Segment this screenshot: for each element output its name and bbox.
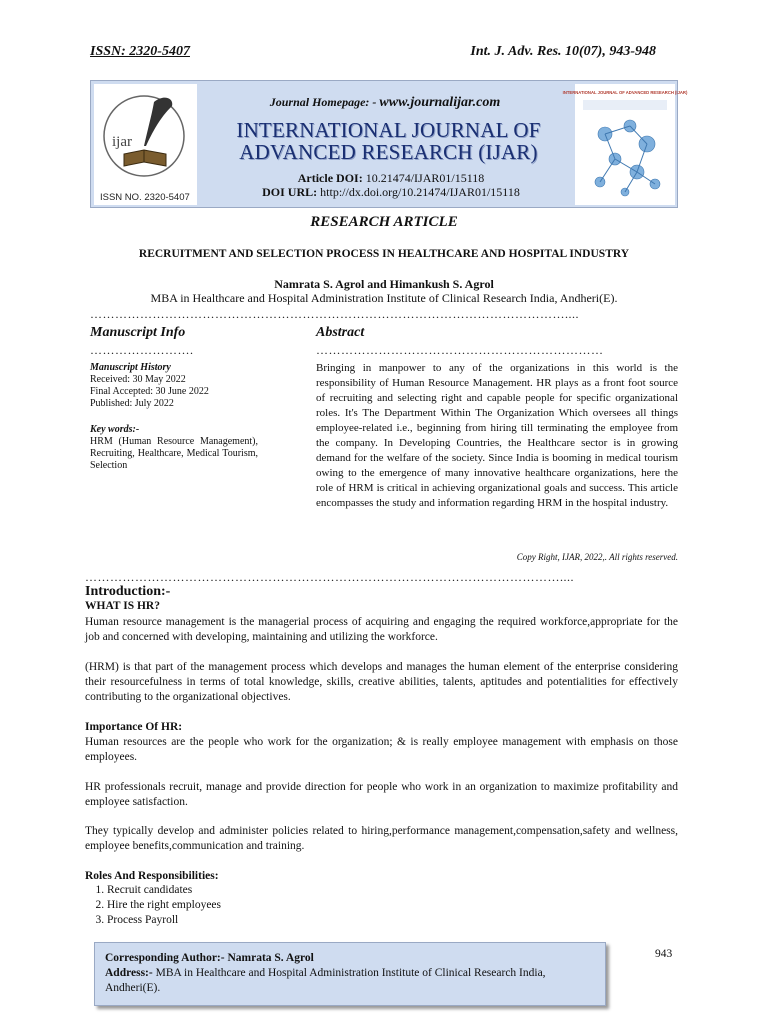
article-authors: Namrata S. Agrol and Himankush S. Agrol	[274, 277, 494, 291]
keywords: HRM (Human Resource Management), Recruiting, Healthcare, Medical Tourism, Selection	[90, 436, 258, 471]
paragraph-2: (HRM) is that part of the management process which develops and manages the human element of the enterprise considering their resourcefulness in terms of total knowledge, skills, creative abilities, talents, aptitudes and potentialities for effectively contributing to the organizational objectives.	[85, 661, 678, 703]
published-date: Published: July 2022	[90, 398, 174, 409]
paragraph-5: They typically develop and administer policies related to hiring,performance management,compensation,safety and wellness, employee benefits,communication and training.	[85, 825, 678, 852]
introduction-heading: Introduction:-	[85, 584, 171, 599]
roles-heading: Roles And Responsibilities:	[85, 870, 219, 882]
homepage-url[interactable]: www.journalijar.com	[379, 95, 501, 110]
logo-text: ijar	[112, 134, 132, 150]
separator-top: ……………………………………………………………………………………………………....	[90, 307, 579, 321]
doi-url-value[interactable]: http://dx.doi.org/10.21474/IJAR01/15118	[320, 185, 520, 199]
homepage-label: Journal Homepage: -	[269, 95, 380, 109]
accepted-date: Final Accepted: 30 June 2022	[90, 386, 209, 397]
importance-heading: Importance Of HR:	[85, 721, 183, 733]
logo-issn: ISSN NO. 2320-5407	[100, 192, 190, 203]
doi-block	[201, 171, 581, 199]
paragraph-3: Human resources are the people who work for the organization; & is really employee management with emphasis on those employees.	[85, 736, 678, 763]
separator-bottom: ……………………………………………………………………………………………………....	[85, 570, 574, 584]
corresponding-author-box	[94, 942, 606, 1006]
abstract-text: Bringing in manpower to any of the organizations in this world is the responsibility of Human Resource Management. HR plays as a front foot source of recruiting and selecting right and capable people for specific organizational roles. It's The Department Within The Organization Which oversees all things employee-related i.e., beginning from hiring till terminating the employee from the company. In Developing Countries, the Healthcare sector is in growing demand for the welfare of the society. Since India is booming in medical tourism owing to the emergence of many innovative healthcare organizations, here the role of HRM is critical in achieving organizational goals and success. This article encompasses the study and information regarding HRM in the hospital industry.	[316, 362, 678, 509]
journal-title-line2: ADVANCED RESEARCH (IJAR)	[239, 140, 538, 164]
paragraph-1: Human resource management is the managerial process of acquiring and engaging the required workforce,appropriate for the job and concerned with developing, maintaining and utilizing the workforce.	[85, 616, 678, 643]
citation-text: Int. J. Adv. Res. 10(07), 943-948	[470, 44, 656, 59]
separator-right: ……………………………………………………………	[316, 343, 604, 357]
doi-label: Article DOI:	[297, 171, 363, 185]
page-number: 943	[655, 948, 673, 960]
article-affiliation: MBA in Healthcare and Hospital Administration Institute of Clinical Research India, Andheri(E).	[150, 291, 618, 305]
list-item: 3. Process Payroll	[107, 913, 678, 928]
corresponding-author: Corresponding Author:- Namrata S. Agrol	[105, 952, 314, 964]
issn-text: ISSN: 2320-5407	[90, 44, 190, 59]
article-title: RECRUITMENT AND SELECTION PROCESS IN HEALTHCARE AND HOSPITAL INDUSTRY	[138, 248, 630, 260]
journal-title	[211, 119, 566, 163]
address-label: Address:-	[105, 967, 153, 979]
corresponding-address	[105, 966, 595, 996]
address-text: MBA in Healthcare and Hospital Administration Institute of Clinical Research India, Andheri(E).	[105, 967, 546, 994]
molecule-cover-icon	[562, 84, 688, 205]
separator-left: …………………….	[90, 343, 194, 357]
doi-url-label: DOI URL:	[262, 185, 318, 199]
history-heading: Manuscript History	[90, 362, 171, 373]
article-type: RESEARCH ARTICLE	[310, 214, 458, 230]
journal-title-line1: INTERNATIONAL JOURNAL OF	[236, 118, 541, 142]
list-item: 1. Recruit candidates	[107, 883, 678, 898]
paragraph-4: HR professionals recruit, manage and provide direction for people who work in an organization to maximize profitability and employee satisfaction.	[85, 781, 678, 808]
list-item: 2. Hire the right employees	[107, 898, 678, 913]
roles-list-container	[85, 883, 678, 928]
abstract-heading: Abstract	[316, 325, 365, 340]
journal-masthead	[90, 80, 688, 208]
manuscript-info-heading: Manuscript Info	[90, 325, 186, 340]
journal-cover	[562, 84, 688, 205]
what-is-hr-heading: WHAT IS HR?	[85, 600, 160, 612]
copyright: Copy Right, IJAR, 2022,. All rights reserved.	[516, 552, 678, 562]
received-date: Received: 30 May 2022	[90, 374, 186, 385]
manuscript-info	[90, 362, 258, 472]
running-header	[90, 44, 656, 60]
cover-title: INTERNATIONAL JOURNAL OF ADVANCED RESEARCH (IJAR)	[562, 90, 688, 95]
doi-value: 10.21474/IJAR01/15118	[365, 171, 485, 185]
roles-list	[85, 883, 678, 928]
keywords-heading: Key words:-	[90, 424, 140, 435]
